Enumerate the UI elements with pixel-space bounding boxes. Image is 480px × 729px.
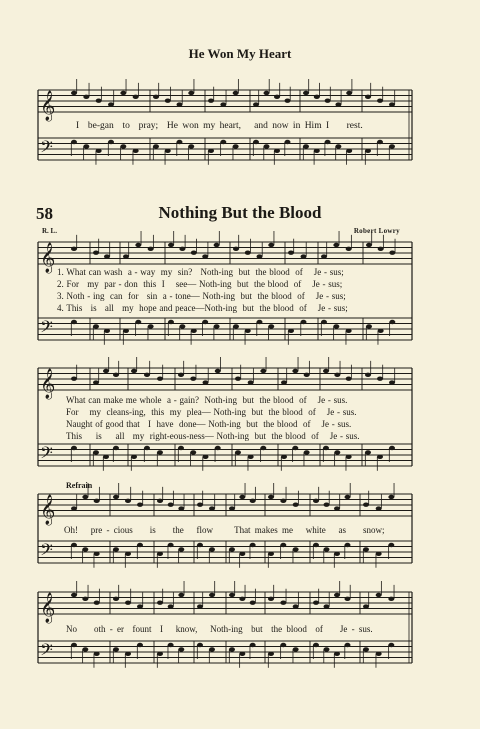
note-head [178, 593, 184, 597]
note-head [293, 647, 299, 651]
note-head [108, 140, 114, 144]
note-head [250, 543, 256, 547]
note-head [178, 373, 184, 377]
refrain-line: Oh! pre - cious is the flow That makes me white as snow; [64, 525, 385, 535]
note-head [268, 652, 274, 656]
note-head [280, 499, 286, 503]
note-head [264, 144, 270, 148]
verse-line: Naught of good that I have done— Noth-ing but the blood of Je - sus. [66, 419, 352, 429]
note-head [376, 506, 382, 510]
note-head [233, 324, 239, 328]
note-head [203, 455, 209, 459]
note-head [250, 643, 256, 647]
note-head [268, 552, 274, 556]
verse-line: What can make me whole a - gain? Noth-ing but the blood of Je - sus. [66, 395, 348, 405]
note-head [324, 604, 330, 608]
note-head [188, 91, 194, 95]
note-head [83, 95, 89, 99]
note-head [103, 369, 109, 373]
note-head [268, 495, 274, 499]
treble-clef: 𝄞 [40, 243, 56, 273]
note-head [168, 243, 174, 247]
note-head [303, 144, 309, 148]
note-head [304, 450, 310, 454]
note-head [324, 647, 330, 651]
note-head [197, 543, 203, 547]
verse-line: This is all my right-eous-ness— Noth-ing but the blood of Je - sus. [66, 431, 360, 441]
note-head [334, 450, 340, 454]
verse-line: For my cleans-ing, this my plea— Noth-ing but the blood of Je - sus. [66, 407, 357, 417]
note-head [365, 149, 371, 153]
note-head [346, 329, 352, 333]
note-head [260, 446, 266, 450]
note-head [133, 149, 139, 153]
note-head [388, 543, 394, 547]
note-head [103, 455, 109, 459]
note-head [377, 455, 383, 459]
note-head [233, 247, 239, 251]
note-head [71, 91, 77, 95]
note-head [253, 102, 259, 106]
note-head [94, 652, 100, 656]
note-head [321, 320, 327, 324]
words-credit: R. L. [42, 227, 57, 235]
note-head [94, 601, 100, 605]
note-head [144, 446, 150, 450]
note-head [153, 95, 159, 99]
note-head [215, 369, 221, 373]
note-head [235, 450, 241, 454]
note-head [389, 446, 395, 450]
note-head [345, 495, 351, 499]
note-head [71, 140, 77, 144]
note-head [321, 254, 327, 258]
note-head [144, 373, 150, 377]
note-head [82, 495, 88, 499]
note-head [191, 251, 197, 255]
note-head [135, 243, 141, 247]
note-head [253, 140, 259, 144]
note-head [215, 446, 221, 450]
note-head [157, 377, 163, 381]
note-head [324, 547, 330, 551]
note-head [113, 373, 119, 377]
note-head [378, 329, 384, 333]
note-head [137, 503, 143, 507]
note-head [377, 377, 383, 381]
note-head [168, 543, 174, 547]
note-head [157, 552, 163, 556]
note-head [93, 251, 99, 255]
bass-clef: 𝄢 [40, 136, 53, 161]
note-head [365, 373, 371, 377]
note-head [366, 243, 372, 247]
note-head [366, 324, 372, 328]
note-head [71, 377, 77, 381]
note-head [113, 597, 119, 601]
note-head [208, 149, 214, 153]
note-head [135, 320, 141, 324]
note-head [209, 647, 215, 651]
note-head [168, 320, 174, 324]
note-head [120, 144, 126, 148]
note-head [334, 652, 340, 656]
note-head [363, 647, 369, 651]
note-head [378, 247, 384, 251]
note-head [239, 495, 245, 499]
note-head [314, 95, 320, 99]
note-head [334, 552, 340, 556]
note-head [233, 91, 239, 95]
note-head [93, 450, 99, 454]
note-head [376, 652, 382, 656]
note-head [71, 320, 77, 324]
note-head [323, 446, 329, 450]
note-head [250, 601, 256, 605]
note-head [229, 647, 235, 651]
verse-line: 4. This is all my hope and peace—Noth-ing but the blood of Je - sus; [57, 303, 348, 313]
note-head [123, 254, 129, 258]
note-head [346, 247, 352, 251]
note-head [363, 503, 369, 507]
note-head [239, 597, 245, 601]
note-head [157, 601, 163, 605]
note-head [220, 102, 226, 106]
note-head [346, 455, 352, 459]
note-head [113, 495, 119, 499]
note-head [239, 652, 245, 656]
note-head [214, 243, 220, 247]
note-head [250, 499, 256, 503]
note-head [71, 446, 77, 450]
note-head [325, 99, 331, 103]
note-head [179, 247, 185, 251]
note-head [113, 647, 119, 651]
note-head [125, 499, 131, 503]
note-head [346, 91, 352, 95]
note-head [377, 99, 383, 103]
note-head [281, 455, 287, 459]
note-head [389, 320, 395, 324]
note-head [293, 604, 299, 608]
note-head [188, 144, 194, 148]
note-head [203, 380, 209, 384]
note-head [208, 99, 214, 103]
note-head [82, 597, 88, 601]
note-head [313, 601, 319, 605]
note-head [220, 140, 226, 144]
note-head [229, 506, 235, 510]
note-head [248, 380, 254, 384]
note-head [268, 324, 274, 328]
note-head [363, 604, 369, 608]
note-head [346, 149, 352, 153]
note-head [153, 144, 159, 148]
note-head [148, 324, 154, 328]
note-head [93, 324, 99, 328]
note-head [214, 324, 220, 328]
note-head [197, 503, 203, 507]
note-head [209, 506, 215, 510]
note-head [245, 251, 251, 255]
note-head [363, 547, 369, 551]
note-head [333, 243, 339, 247]
note-head [82, 547, 88, 551]
note-head [168, 604, 174, 608]
note-head [190, 377, 196, 381]
treble-clef: 𝄞 [40, 593, 56, 623]
note-head [178, 647, 184, 651]
note-head [125, 652, 131, 656]
bass-clef: 𝄢 [40, 539, 53, 564]
note-head [285, 99, 291, 103]
note-head [288, 329, 294, 333]
note-head [197, 604, 203, 608]
note-head [120, 91, 126, 95]
note-head [123, 329, 129, 333]
note-head [83, 144, 89, 148]
note-head [314, 149, 320, 153]
note-head [264, 91, 270, 95]
note-head [202, 320, 208, 324]
note-head [345, 597, 351, 601]
note-head [229, 593, 235, 597]
music-credit: Robert Lowry [353, 227, 400, 235]
note-head [177, 102, 183, 106]
refrain-label: Refrain [66, 481, 93, 490]
note-head [104, 254, 110, 258]
note-head [365, 95, 371, 99]
note-head [71, 543, 77, 547]
note-head [376, 552, 382, 556]
note-head [257, 320, 263, 324]
note-head [94, 499, 100, 503]
note-head [157, 450, 163, 454]
note-head [268, 597, 274, 601]
note-head [137, 604, 143, 608]
hymn-number: 58 [36, 204, 53, 223]
note-head [346, 377, 352, 381]
note-head [239, 552, 245, 556]
note-head [157, 652, 163, 656]
note-head [71, 593, 77, 597]
note-head [313, 643, 319, 647]
note-head [137, 543, 143, 547]
note-head [113, 446, 119, 450]
treble-clef: 𝄞 [40, 91, 56, 121]
note-head [191, 329, 197, 333]
note-head [301, 320, 307, 324]
note-head [157, 499, 163, 503]
refrain-line: No oth - er fount I know, Noth-ing but the blood of Je - sus. [66, 624, 373, 634]
note-head [197, 643, 203, 647]
note-head [292, 446, 298, 450]
note-head [274, 95, 280, 99]
note-head [137, 643, 143, 647]
note-head [190, 450, 196, 454]
note-head [345, 643, 351, 647]
note-head [229, 547, 235, 551]
treble-clef: 𝄞 [40, 369, 56, 399]
note-head [293, 547, 299, 551]
note-head [94, 552, 100, 556]
note-head [168, 643, 174, 647]
note-head [288, 251, 294, 255]
note-head [133, 95, 139, 99]
note-head [281, 380, 287, 384]
note-head [131, 369, 137, 373]
note-head [131, 455, 137, 459]
note-head [335, 144, 341, 148]
note-head [168, 503, 174, 507]
note-head [285, 140, 291, 144]
note-head [71, 643, 77, 647]
note-head [323, 369, 329, 373]
note-head [388, 597, 394, 601]
note-head [248, 455, 254, 459]
note-head [71, 506, 77, 510]
note-head [292, 369, 298, 373]
note-head [377, 140, 383, 144]
note-head [335, 102, 341, 106]
note-head [313, 543, 319, 547]
note-head [333, 324, 339, 328]
note-head [104, 329, 110, 333]
note-head [209, 593, 215, 597]
note-head [179, 324, 185, 328]
verse-line: 3. Noth - ing can for sin a - tone— Noth-ing but the blood of Je - sus; [57, 291, 346, 301]
note-head [389, 380, 395, 384]
note-head [165, 99, 171, 103]
note-head [178, 506, 184, 510]
note-head [209, 547, 215, 551]
note-head [304, 373, 310, 377]
treble-clef: 𝄞 [40, 495, 56, 525]
previous-hymn-title: He Won My Heart [188, 46, 292, 61]
verse-line: 2. For my par - don this I see— Noth-ing but the blood of Je - sus; [57, 279, 343, 289]
note-head [148, 247, 154, 251]
note-head [202, 254, 208, 258]
note-head [125, 552, 131, 556]
note-head [96, 149, 102, 153]
note-head [388, 495, 394, 499]
note-head [388, 643, 394, 647]
note-head [376, 593, 382, 597]
note-head [268, 243, 274, 247]
note-head [260, 369, 266, 373]
note-head [125, 601, 131, 605]
bass-clef: 𝄢 [40, 316, 53, 341]
note-head [334, 506, 340, 510]
note-head [96, 99, 102, 103]
note-head [165, 149, 171, 153]
hymn-title: Nothing But the Blood [158, 203, 322, 222]
note-head [389, 251, 395, 255]
verse-line: 1. What can wash a - way my sin? Noth-ing but the blood of Je - sus; [57, 267, 344, 277]
note-head [71, 247, 77, 251]
note-head [324, 503, 330, 507]
note-head [235, 377, 241, 381]
note-head [301, 254, 307, 258]
note-head [178, 446, 184, 450]
bass-clef: 𝄢 [40, 442, 53, 467]
note-head [303, 91, 309, 95]
note-head [177, 140, 183, 144]
note-head [334, 593, 340, 597]
note-head [293, 503, 299, 507]
note-head [113, 547, 119, 551]
note-head [345, 543, 351, 547]
note-head [274, 149, 280, 153]
note-head [178, 547, 184, 551]
note-head [280, 643, 286, 647]
previous-hymn-lyric: I be-gan to pray; He won my heart, and now in Him I rest. [76, 121, 363, 131]
note-head [389, 102, 395, 106]
note-head [280, 543, 286, 547]
bass-clef: 𝄢 [40, 639, 53, 664]
note-head [108, 102, 114, 106]
note-head [334, 373, 340, 377]
note-head [93, 380, 99, 384]
note-head [313, 499, 319, 503]
note-head [325, 140, 331, 144]
note-head [257, 254, 263, 258]
note-head [280, 601, 286, 605]
note-head [389, 144, 395, 148]
note-head [245, 329, 251, 333]
note-head [82, 647, 88, 651]
note-head [233, 144, 239, 148]
note-head [365, 450, 371, 454]
